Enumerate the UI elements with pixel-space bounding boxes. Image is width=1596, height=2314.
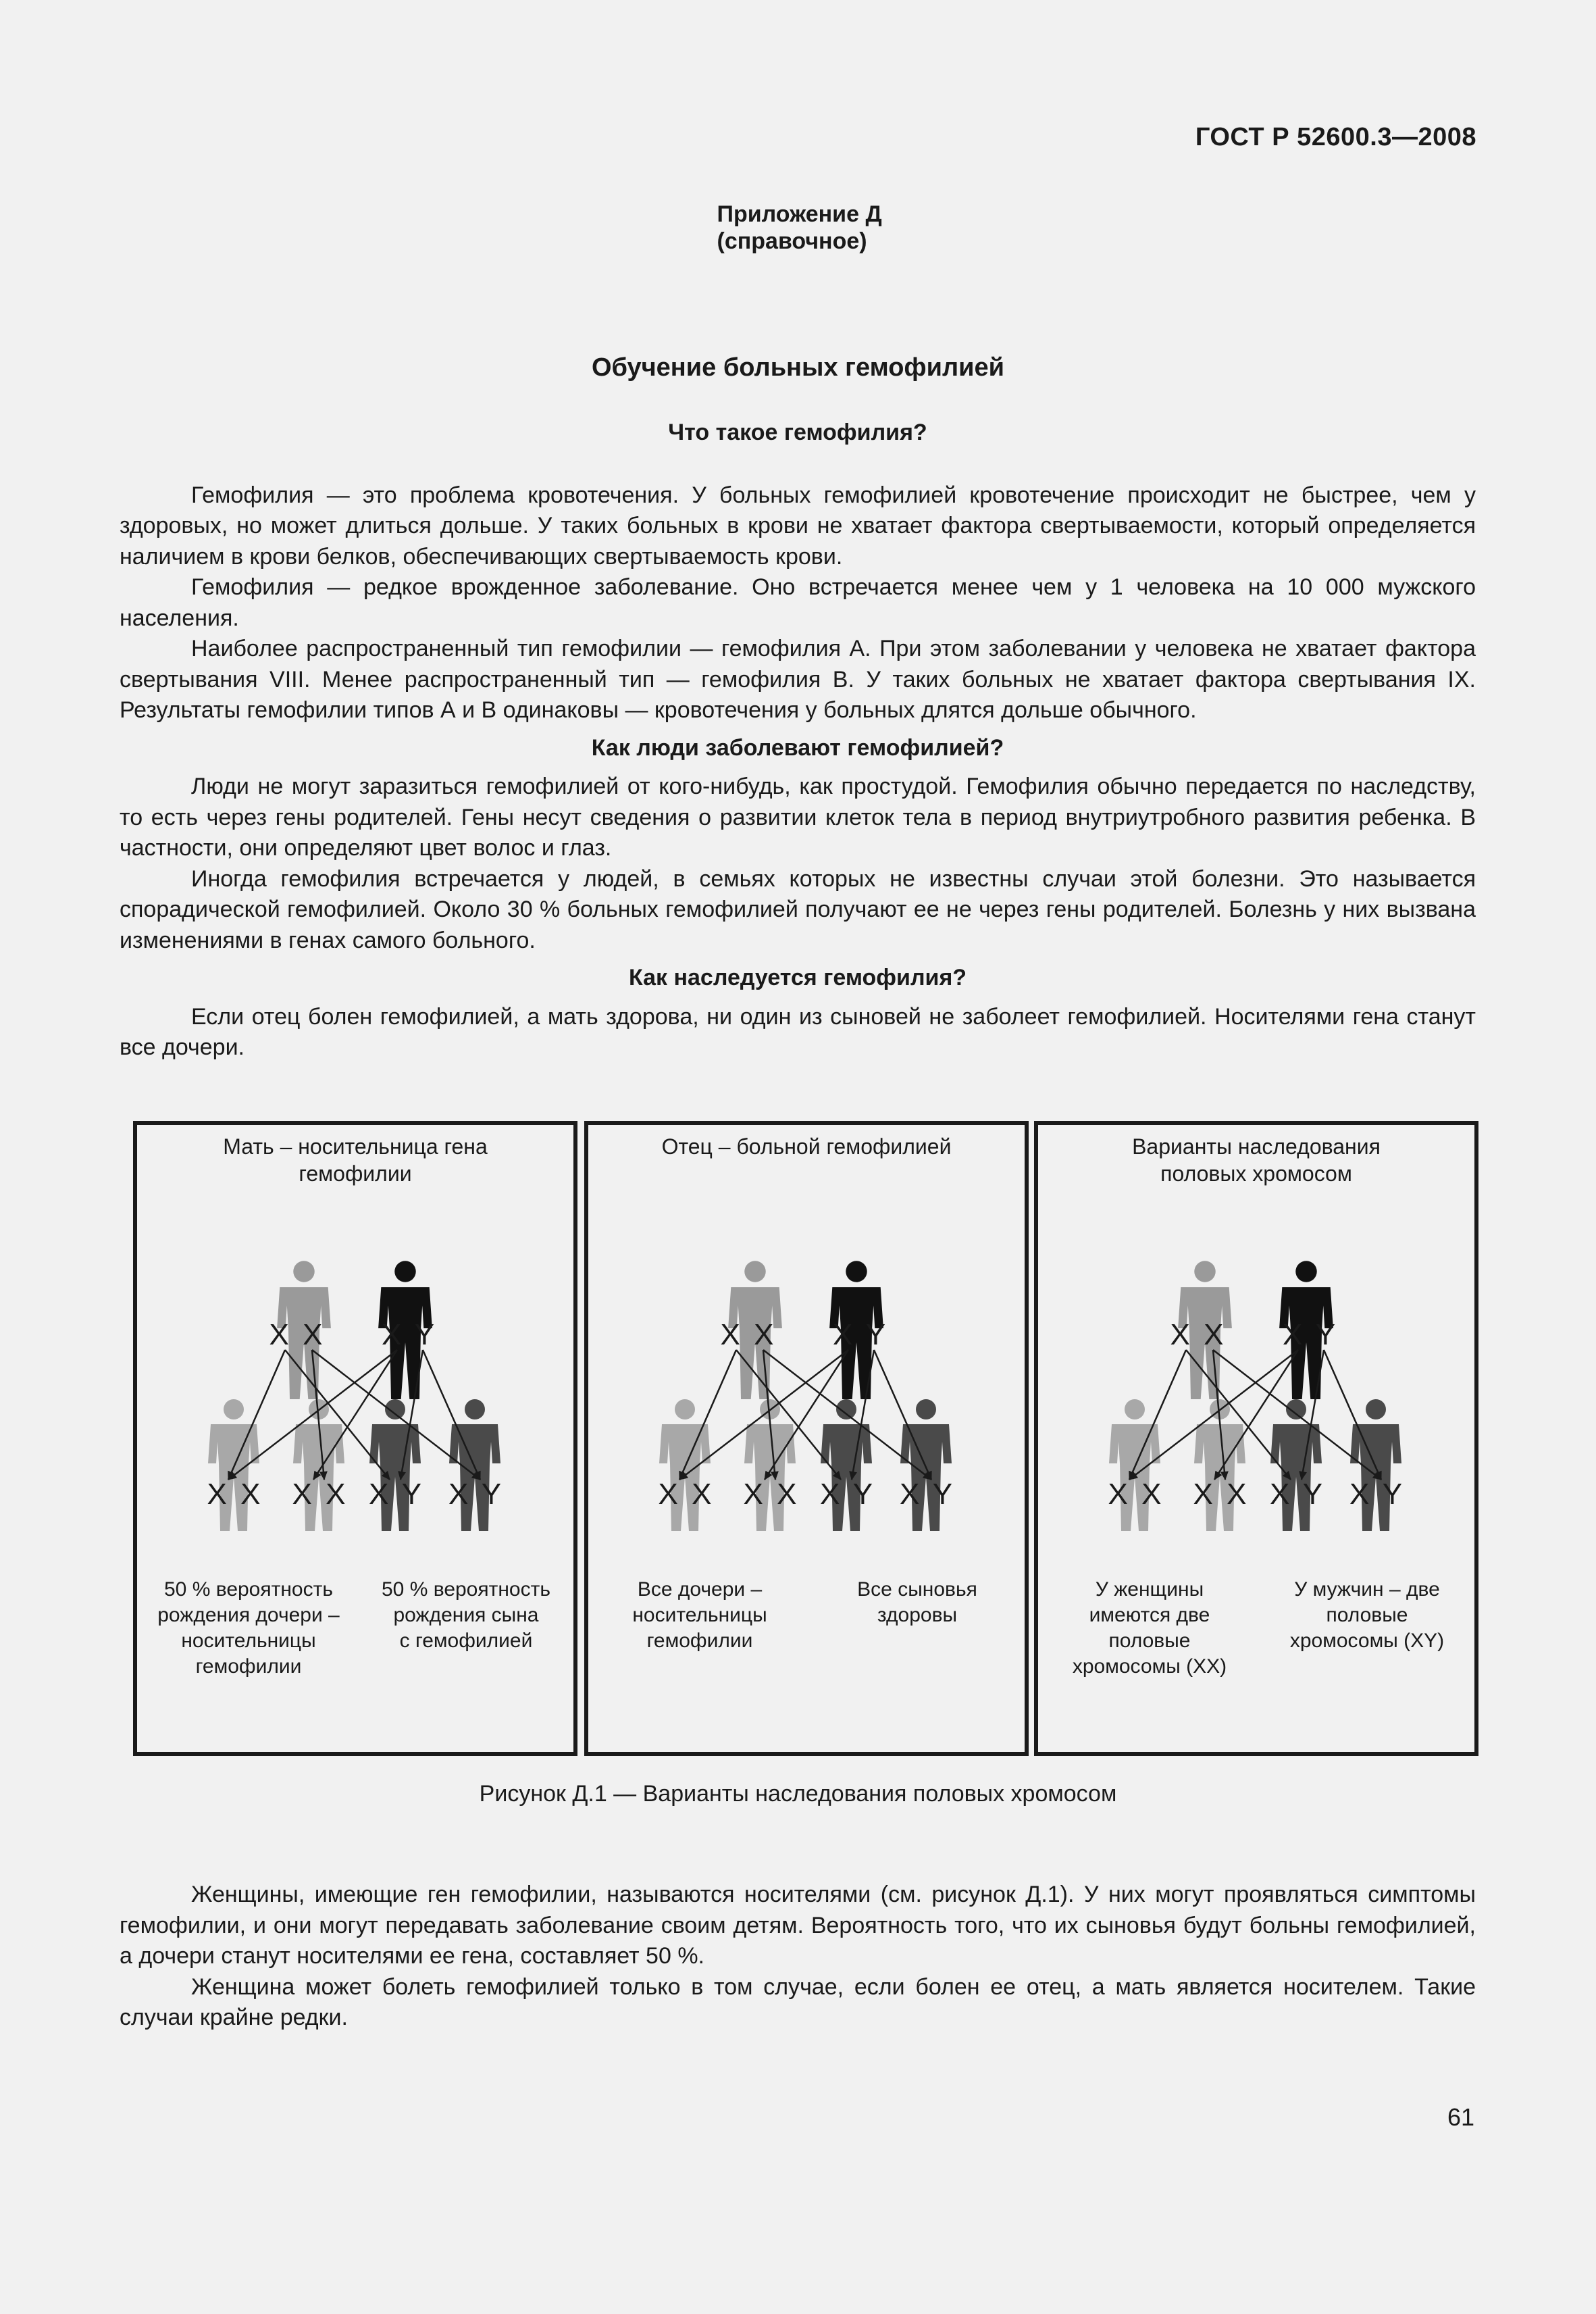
section-heading: Как наследуется гемофилия? bbox=[628, 965, 967, 990]
head bbox=[744, 1261, 766, 1282]
panel-note-left: гемофилии bbox=[195, 1655, 302, 1678]
son-figure bbox=[1350, 1399, 1401, 1531]
panel-note-right: Все сыновья bbox=[857, 1578, 977, 1601]
paragraph: Женщины, имеющие ген гемофилии, называются носителями (см. рисунок Д.1). У них могут проявляться симптомы гемофилии, и они могут передавать заболевание своим детям. Вероятность того, что их сыновья будут больны гемофилией, а дочери станут носителями ее гена, составляет 50 %. bbox=[120, 1882, 1476, 1969]
panel-note-left: гемофилии bbox=[646, 1630, 753, 1652]
panel-note-right: У мужчин – две bbox=[1294, 1578, 1440, 1601]
parent-chromosome-label: X X bbox=[1170, 1318, 1227, 1351]
daughter-figure bbox=[659, 1399, 711, 1531]
head bbox=[1194, 1261, 1216, 1282]
panel-note-left: Все дочери – bbox=[637, 1578, 763, 1601]
section-heading: Как люди заболевают гемофилией? bbox=[591, 734, 1004, 761]
child-chromosome-label: X Y bbox=[448, 1478, 505, 1511]
child-chromosome-label: X X bbox=[1193, 1478, 1250, 1511]
head bbox=[1366, 1399, 1386, 1419]
paragraph: Женщина может болеть гемофилией только в том случае, если болен ее отец, а мать является носителем. Такие случаи крайне редки. bbox=[120, 1973, 1476, 2030]
child-chromosome-label: X X bbox=[658, 1478, 715, 1511]
daughter-figure bbox=[208, 1399, 259, 1531]
paragraph: Наиболее распространенный тип гемофилии — гемофилия А. При этом заболевании у человека не хватает фактора свертывания VIII. Менее распространенный тип — гемофилия В. У таких больных не хватает фактора свертывания IX. Результаты гемофилии типов А и В одинаковы — кровотечения у больных длятся дольше обычного. bbox=[120, 636, 1476, 723]
panel-note-left: носительницы bbox=[181, 1630, 316, 1652]
parent-chromosome-label: X Y bbox=[832, 1318, 889, 1351]
child-chromosome-label: X X bbox=[1108, 1478, 1164, 1511]
head bbox=[1125, 1399, 1145, 1419]
head bbox=[394, 1261, 416, 1282]
son-figure bbox=[900, 1399, 952, 1531]
head bbox=[1295, 1261, 1317, 1282]
panel-title: половых хромосом bbox=[1160, 1161, 1352, 1186]
paragraph: Если отец болен гемофилией, а мать здорова, ни один из сыновей не заболеет гемофилией. Носителями гена станут все дочери. bbox=[120, 1003, 1476, 1060]
figure-panel bbox=[586, 1123, 1027, 1754]
annex-title: Приложение Д bbox=[717, 201, 882, 227]
head bbox=[846, 1261, 867, 1282]
panel-title: Отец – больной гемофилией bbox=[661, 1134, 952, 1159]
standard-code: ГОСТ Р 52600.3—2008 bbox=[1195, 123, 1476, 151]
head bbox=[293, 1261, 315, 1282]
daughter-figure bbox=[1109, 1399, 1160, 1531]
head bbox=[465, 1399, 485, 1419]
parent-chromosome-label: X X bbox=[269, 1318, 326, 1351]
figure-caption: Рисунок Д.1 — Варианты наследования половых хромосом bbox=[479, 1781, 1117, 1807]
panel-note-left: носительницы bbox=[632, 1604, 767, 1626]
panel-note-right: рождения сына bbox=[393, 1604, 539, 1626]
paragraph: Гемофилия — редкое врожденное заболевание. Оно встречается менее чем у 1 человека на 10 000 мужского населения. bbox=[120, 574, 1476, 631]
panel-title: Варианты наследования bbox=[1132, 1134, 1381, 1159]
head bbox=[675, 1399, 695, 1419]
child-chromosome-label: X Y bbox=[899, 1478, 956, 1511]
panel-note-right: здоровы bbox=[877, 1604, 958, 1626]
child-chromosome-label: X Y bbox=[819, 1478, 876, 1511]
paragraph: Гемофилия — это проблема кровотечения. У больных гемофилией кровотечение происходит не быстрее, чем у здоровых, но может длиться дольше. У таких больных в крови не хватает фактора свертываемости, который определяется наличием в крови белков, обеспечивающих свертываемость крови. bbox=[120, 482, 1476, 570]
parent-chromosome-label: X Y bbox=[381, 1318, 438, 1351]
main-title: Обучение больных гемофилией bbox=[591, 353, 1005, 382]
paragraph: Люди не могут заразиться гемофилией от кого-нибудь, как простудой. Гемофилия обычно передается по наследству, то есть через гены родителей. Гены несут сведения о развитии клеток тела в период внутриутробного развития ребенка. В частности, они определяют цвет волос и глаз. bbox=[120, 774, 1476, 861]
panel-title: гемофилии bbox=[299, 1161, 412, 1186]
panel-note-left: 50 % вероятность bbox=[164, 1578, 333, 1601]
head bbox=[916, 1399, 936, 1419]
panel-note-right: с гемофилией bbox=[399, 1630, 533, 1652]
child-chromosome-label: X Y bbox=[1269, 1478, 1326, 1511]
panel-title: Мать – носительница гена bbox=[223, 1134, 488, 1159]
section-carriers bbox=[120, 1880, 1476, 2034]
section-heading: Что такое гемофилия? bbox=[668, 420, 927, 445]
son-figure bbox=[449, 1399, 500, 1531]
page-number: 61 bbox=[1447, 2103, 1474, 2131]
child-chromosome-label: X X bbox=[292, 1478, 349, 1511]
child-chromosome-label: X Y bbox=[368, 1478, 425, 1511]
parent-chromosome-label: X Y bbox=[1282, 1318, 1339, 1351]
panel-note-left: У женщины bbox=[1095, 1578, 1204, 1601]
child-chromosome-label: X X bbox=[207, 1478, 263, 1511]
panel-note-left: имеются две bbox=[1089, 1604, 1210, 1626]
panel-note-left: половые bbox=[1108, 1630, 1191, 1652]
parent-chromosome-label: X X bbox=[720, 1318, 777, 1351]
head bbox=[224, 1399, 244, 1419]
paragraph: Иногда гемофилия встречается у людей, в семьях которых не известны случаи этой болезни. Это называется спорадической гемофилией. Около 30 % больных гемофилией получают ее не через гены родителей. Болезнь у них вызвана изменениями в генах самого больного. bbox=[120, 865, 1476, 953]
annex-type: (справочное) bbox=[717, 228, 867, 254]
panel-note-left: рождения дочери – bbox=[157, 1604, 340, 1626]
panel-note-right: хромосомы (XY) bbox=[1289, 1630, 1445, 1652]
panel-note-right: половые bbox=[1326, 1604, 1408, 1626]
panel-note-right: 50 % вероятность bbox=[382, 1578, 550, 1601]
panel-note-left: хромосомы (XX) bbox=[1072, 1655, 1227, 1678]
child-chromosome-label: X Y bbox=[1349, 1478, 1406, 1511]
child-chromosome-label: X X bbox=[743, 1478, 800, 1511]
